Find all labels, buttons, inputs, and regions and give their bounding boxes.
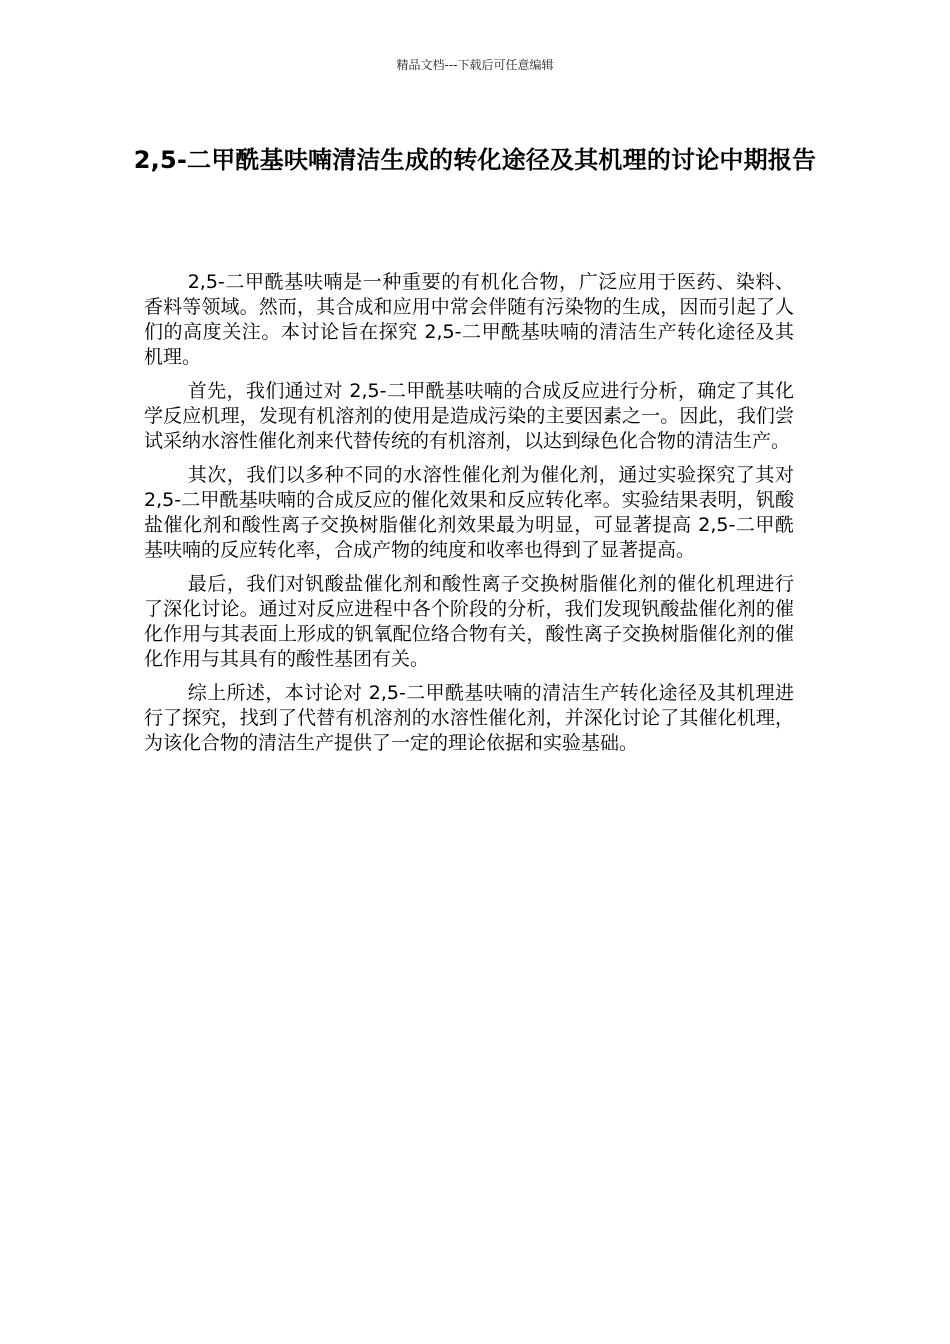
document-body bbox=[144, 270, 794, 765]
paragraph-summary: 综上所述，本讨论对 2,5-二甲酰基呋喃的清洁生产转化途径及其机理进行了探究，找到了代替有机溶剂的水溶性催化剂，并深化讨论了其催化机理，为该化合物的清洁生产提供了一定的理论依据和实验基础。 bbox=[144, 682, 794, 754]
header-note: 精品文档---下载后可任意编辑 bbox=[396, 58, 554, 72]
paragraph-second: 其次，我们以多种不同的水溶性催化剂为催化剂，通过实验探究了其对 2,5-二甲酰基呋喃的合成反应的催化效果和反应转化率。实验结果表明，钒酸盐催化剂和酸性离子交换树脂催化剂效果最为明显，可显著提高 2,5-二甲酰基呋喃的反应转化率，合成产物的纯度和收率也得到了显著提高。 bbox=[144, 464, 794, 561]
paragraph-first: 首先，我们通过对 2,5-二甲酰基呋喃的合成反应进行分析，确定了其化学反应机理，发现有机溶剂的使用是造成污染的主要因素之一。因此，我们尝试采纳水溶性催化剂来代替传统的有机溶剂，以达到绿色化合物的清洁生产。 bbox=[144, 380, 794, 452]
document-title: 2,5-二甲酰基呋喃清洁生成的转化途径及其机理的讨论中期报告 bbox=[133, 146, 817, 174]
paragraph-last: 最后，我们对钒酸盐催化剂和酸性离子交换树脂催化剂的催化机理进行了深化讨论。通过对反应进程中各个阶段的分析，我们发现钒酸盐催化剂的催化作用与其表面上形成的钒氧配位络合物有关，酸性离子交换树脂催化剂的催化作用与其具有的酸性基团有关。 bbox=[144, 573, 794, 670]
paragraph-intro: 2,5-二甲酰基呋喃是一种重要的有机化合物，广泛应用于医药、染料、香料等领域。然而，其合成和应用中常会伴随有污染物的生成，因而引起了人们的高度关注。本讨论旨在探究 2,5-二甲酰基呋喃的清洁生产转化途径及其机理。 bbox=[144, 271, 794, 368]
